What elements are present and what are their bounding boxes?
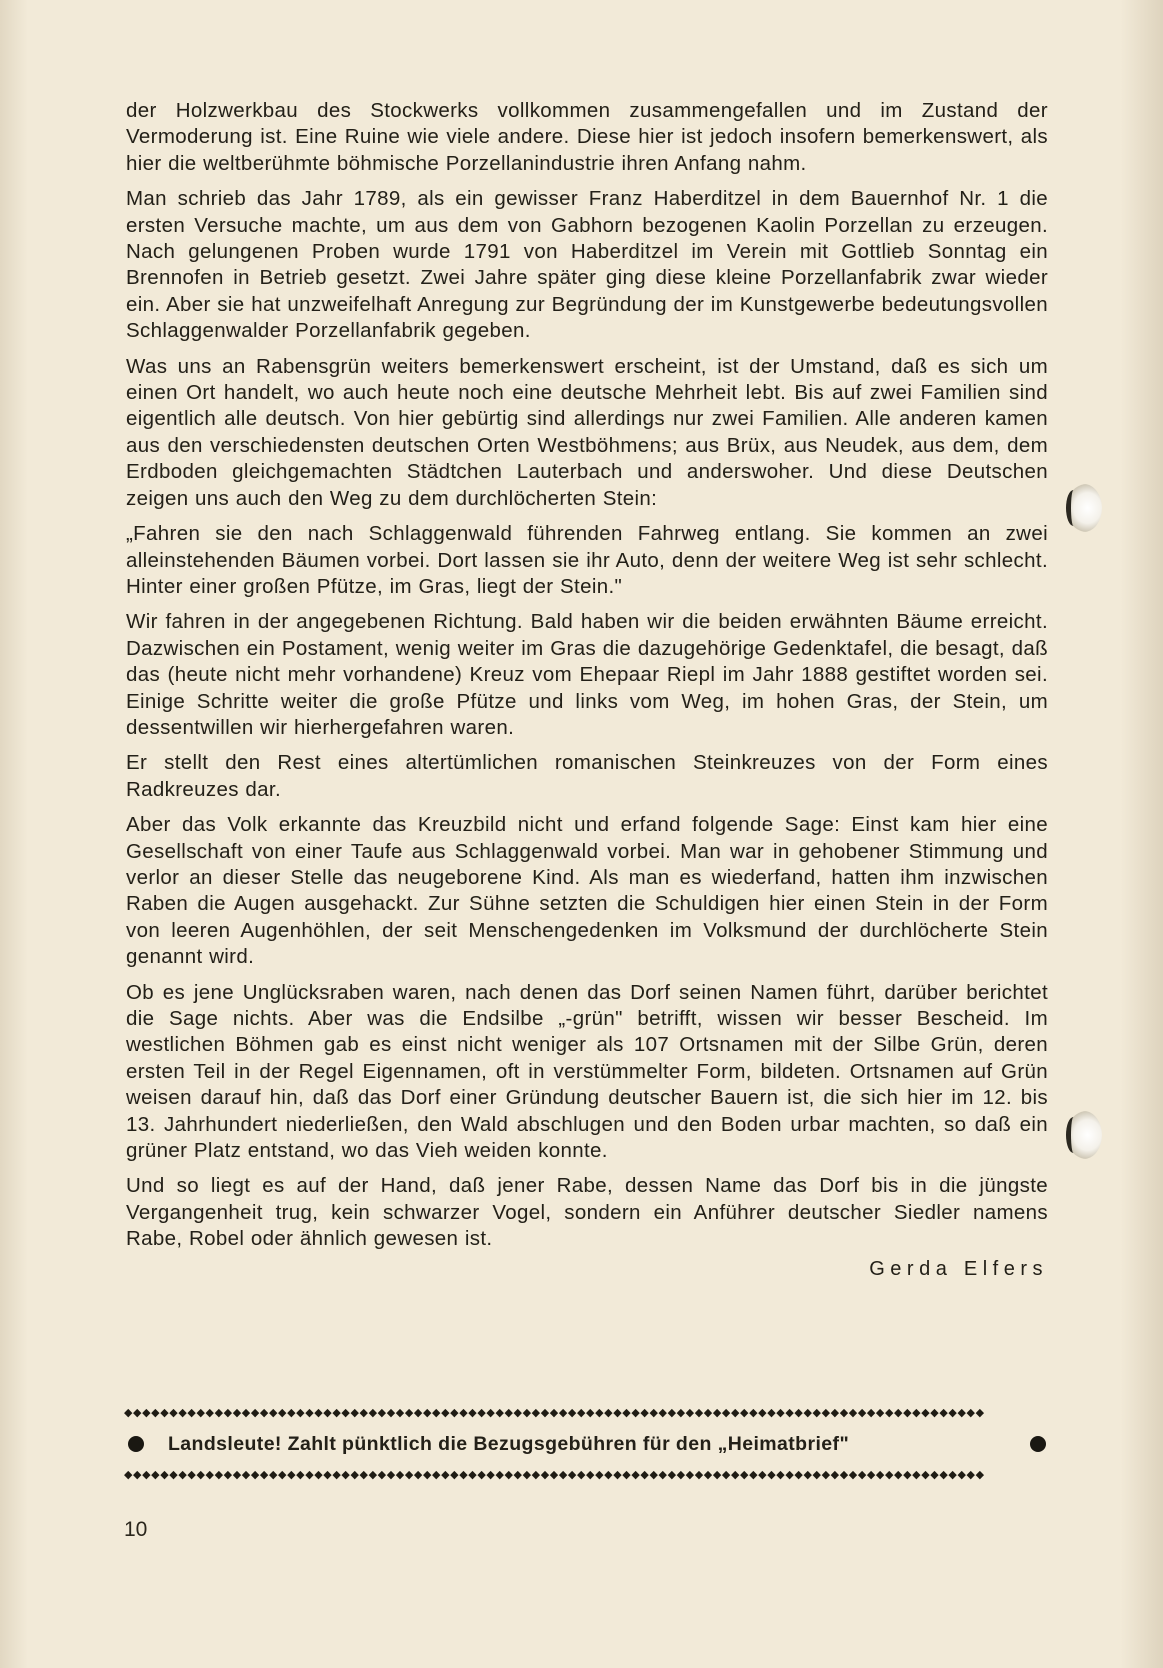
bullet-icon	[1030, 1436, 1046, 1452]
paragraph-4: „Fahren sie den nach Schlaggenwald führenden Fahrweg entlang. Sie kommen an zwei alleinstehenden Bäumen vorbei. Dort lassen sie ihr Auto, denn der weitere Weg ist sehr schlecht. Hinter einer großen Pfütze, im Gras, liegt der Stein."	[126, 522, 1048, 598]
page-number: 10	[124, 1518, 148, 1541]
paragraph-7: Aber das Volk erkannte das Kreuzbild nicht und erfand folgende Sage: Einst kam hier eine Gesellschaft von einer Taufe aus Schlaggenwald vorbei. Man war in gehobener Stimmung und verlor an dieser Stelle das neugeborene Kind. Als man es wiederfand, hatten ihm inzwischen Raben die Augen ausgehackt. Zur Sühne setzten die Schuldigen hier einen Stein in der Form von leeren Augenhöhlen, der seit Menschengedenken im Volksmund der durchlöcherte Stein genannt wird.	[126, 813, 1048, 969]
subscription-notice	[124, 1408, 1050, 1480]
paragraph-2: Man schrieb das Jahr 1789, als ein gewisser Franz Haberditzel in dem Bauernhof Nr. 1 die ersten Versuche machte, um aus dem von Gabhorn bezogenen Kaolin Porzellan zu erzeugen. Nach gelungenen Proben wurde 1791 von Haberditzel im Verein mit Gottlieb Sonntag ein Brennofen in Betrieb gesetzt. Zwei Jahre später ging diese kleine Porzellanfabrik zwar wieder ein. Aber sie hat unzweifelhaft Anregung zur Begründung der im Kunstgewerbe bedeutungsvollen Schlaggenwalder Porzellanfabrik gegeben.	[126, 187, 1048, 343]
punch-hole-icon	[1066, 1111, 1102, 1159]
paragraph-5: Wir fahren in der angegebenen Richtung. Bald haben wir die beiden erwähnten Bäume erreicht. Dazwischen ein Postament, wenig weiter im Gras die dazugehörige Gedenktafel, die besagt, daß das (heute nicht mehr vorhandene) Kreuz vom Ehepaar Riepl im Jahr 1888 gestiftet worden sei. Einige Schritte weiter die große Pfütze und links vom Weg, im hohen Gras, der Stein, um dessentwillen wir hierhergefahren waren.	[126, 610, 1048, 739]
notice-line	[124, 1428, 1050, 1460]
notice-text: Landsleute! Zahlt pünktlich die Bezugsgebühren für den „Heimatbrief"	[168, 1432, 850, 1455]
paragraph-8: Ob es jene Unglücksraben waren, nach denen das Dorf seinen Namen führt, darüber berichtet die Sage nichts. Aber was die Endsilbe „-grün" betrifft, wissen wir besser Bescheid. Im westlichen Böhmen gab es einst nicht weniger als 107 Ortsnamen mit der Silbe Grün, deren ersten Teil in der Regel Eigennamen, oft in verstümmelter Form, bildeten. Ortsnamen auf Grün weisen darauf hin, daß das Dorf einer Gründung deutscher Bauern ist, die sich hier im 12. bis 13. Jahrhundert niederließen, den Wald abschlugen und den Boden urbar machten, so daß ein grüner Platz entstand, wo das Vieh weiden konnte.	[126, 980, 1048, 1163]
paragraph-3: Was uns an Rabensgrün weiters bemerkenswert erscheint, ist der Umstand, daß es sich um einen Ort handelt, wo auch heute noch eine deutsche Mehrheit lebt. Bis auf zwei Familien sind eigentlich alle deutsch. Von hier gebürtig sind allerdings nur zwei Familien. Alle anderen kamen aus den verschiedensten deutschen Orten Westböhmens; aus Brüx, aus Neudek, aus dem, dem Erdboden gleichgemachten Städtchen Lauterbach und anderswoher. Und diese Deutschen zeigen uns auch den Weg zu dem durchlöcherten Stein:	[126, 354, 1048, 510]
paragraph-6: Er stellt den Rest eines altertümlichen romanischen Steinkreuzes von der Form eines Radkreuzes dar.	[126, 751, 1048, 801]
bullet-icon	[128, 1436, 144, 1452]
ornament-border-bottom: ◆◆◆◆◆◆◆◆◆◆◆◆◆◆◆◆◆◆◆◆◆◆◆◆◆◆◆◆◆◆◆◆◆◆◆◆◆◆◆◆◆◆◆◆◆◆◆◆◆◆◆◆◆◆◆◆◆◆◆◆◆◆◆◆◆◆◆◆◆◆◆◆◆◆◆◆◆◆◆◆◆◆◆◆◆◆◆◆◆◆◆◆◆◆◆	[124, 1470, 985, 1480]
punch-hole-icon	[1066, 484, 1102, 532]
paragraph-9: Und so liegt es auf der Hand, daß jener Rabe, dessen Name das Dorf bis in die jüngste Vergangenheit trug, kein schwarzer Vogel, sondern ein Anführer deutscher Siedler namens Rabe, Robel oder ähnlich gewesen ist.	[126, 1174, 1048, 1251]
signature-row	[126, 1252, 1048, 1282]
article-body	[126, 98, 1048, 1282]
ornament-border-top: ◆◆◆◆◆◆◆◆◆◆◆◆◆◆◆◆◆◆◆◆◆◆◆◆◆◆◆◆◆◆◆◆◆◆◆◆◆◆◆◆◆◆◆◆◆◆◆◆◆◆◆◆◆◆◆◆◆◆◆◆◆◆◆◆◆◆◆◆◆◆◆◆◆◆◆◆◆◆◆◆◆◆◆◆◆◆◆◆◆◆◆◆◆◆◆	[124, 1408, 985, 1418]
paragraph-1: der Holzwerkbau des Stockwerks vollkommen zusammengefallen und im Zustand der Vermoderung ist. Eine Ruine wie viele andere. Diese hier ist jedoch insofern bemerkenswert, als hier die weltberühmte böhmische Porzellanindustrie ihren Anfang nahm.	[126, 99, 1048, 175]
author-signature: Gerda Elfers	[869, 1257, 1048, 1280]
